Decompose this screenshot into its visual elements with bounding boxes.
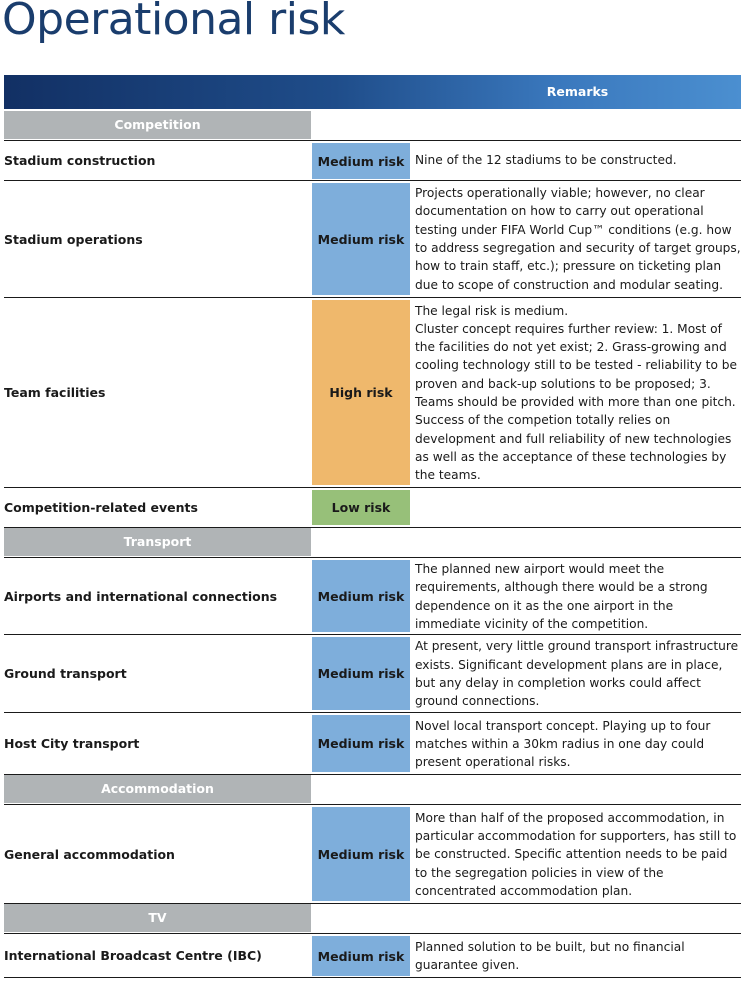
remarks-stadium-operations	[415, 182, 741, 296]
row-name-stadium-construction: Stadium construction	[4, 153, 156, 168]
remarks-text: The legal risk is medium.	[415, 303, 569, 318]
remarks-ibc	[415, 935, 741, 977]
row-name-stadium-operations: Stadium operations	[4, 231, 143, 247]
row-divider	[4, 977, 741, 978]
remarks-text: More than half of the proposed accommodation, in particular accommodation for supporters, has still to be constructed. Specific attention needs to be paid to the segregation policies in view of the concentrated accommodation plan.	[415, 810, 737, 898]
risk-badge-host-city-transport: Medium risk	[312, 715, 410, 772]
risk-badge-ground-transport: Medium risk	[312, 637, 410, 710]
remarks-header: Remarks	[546, 84, 609, 99]
section-competition: Competition	[4, 111, 311, 139]
remarks-team-facilities	[415, 299, 741, 487]
row-name-host-city-transport: Host City transport	[4, 736, 140, 751]
risk-badge-competition-related-events: Low risk	[312, 490, 410, 525]
remarks-host-city-transport	[415, 714, 741, 774]
remarks-text: Projects operationally viable; however, no clear documentation on how to carry out operational testing under FIFA World Cup™ conditions (e.g. how to address segregation and security of target groups, how to train staff, etc.); pressure on ticketing plan due to scope of construction and modular seating.	[415, 186, 741, 292]
row-name-team-facilities: Team facilities	[4, 385, 106, 400]
risk-badge-stadium-operations: Medium risk	[312, 183, 410, 295]
row-name-ground-transport: Ground transport	[4, 666, 127, 681]
remarks-text: Nine of the 12 stadiums to be constructed.	[415, 153, 677, 168]
row-name-airports: Airports and international connections	[4, 588, 278, 604]
risk-badge-stadium-construction: Medium risk	[312, 143, 410, 179]
row-name-general-accommodation: General accommodation	[4, 846, 175, 862]
section-transport: Transport	[4, 528, 311, 556]
remarks-text: Novel local transport concept. Playing up to four matches within a 30km radius in one day could present operational risks.	[415, 718, 711, 770]
risk-badge-team-facilities: High risk	[312, 300, 410, 485]
remarks-general-accommodation	[415, 806, 741, 903]
remarks-text: The planned new airport would meet the requirements, although there would be a strong dependence on it as the one airport in the immediate vicinity of the competition.	[415, 561, 708, 631]
table-header	[4, 75, 741, 109]
remarks-text: Planned solution to be built, but no financial guarantee given.	[415, 939, 685, 972]
risk-badge-airports: Medium risk	[312, 560, 410, 632]
remarks-stadium-construction	[415, 141, 741, 180]
section-accommodation: Accommodation	[4, 775, 311, 803]
remarks-text: Cluster concept requires further review: 1. Most of the facilities do not yet exist; 2. Grass-growing and cooling technology still to be tested - reliability to be proven and back-up solutions to be proposed; 3. Teams should be provided with more than one pitch. Success of the competion totally relies on development and full reliability of new technologies as well as the acceptance of these technologies by the teams.	[415, 321, 738, 483]
section-tv: TV	[4, 904, 311, 932]
risk-badge-ibc: Medium risk	[312, 936, 410, 976]
row-name-competition-related-events: Competition-related events	[4, 500, 198, 515]
remarks-ground-transport	[415, 636, 741, 712]
row-name-ibc: International Broadcast Centre (IBC)	[4, 948, 262, 963]
risk-badge-general-accommodation: Medium risk	[312, 807, 410, 901]
page-title: Operational risk	[2, 0, 345, 45]
remarks-airports	[415, 559, 741, 634]
remarks-text: At present, very little ground transport infrastructure exists. Significant development plans are in place, but any delay in completion works could affect ground connections.	[415, 639, 739, 709]
